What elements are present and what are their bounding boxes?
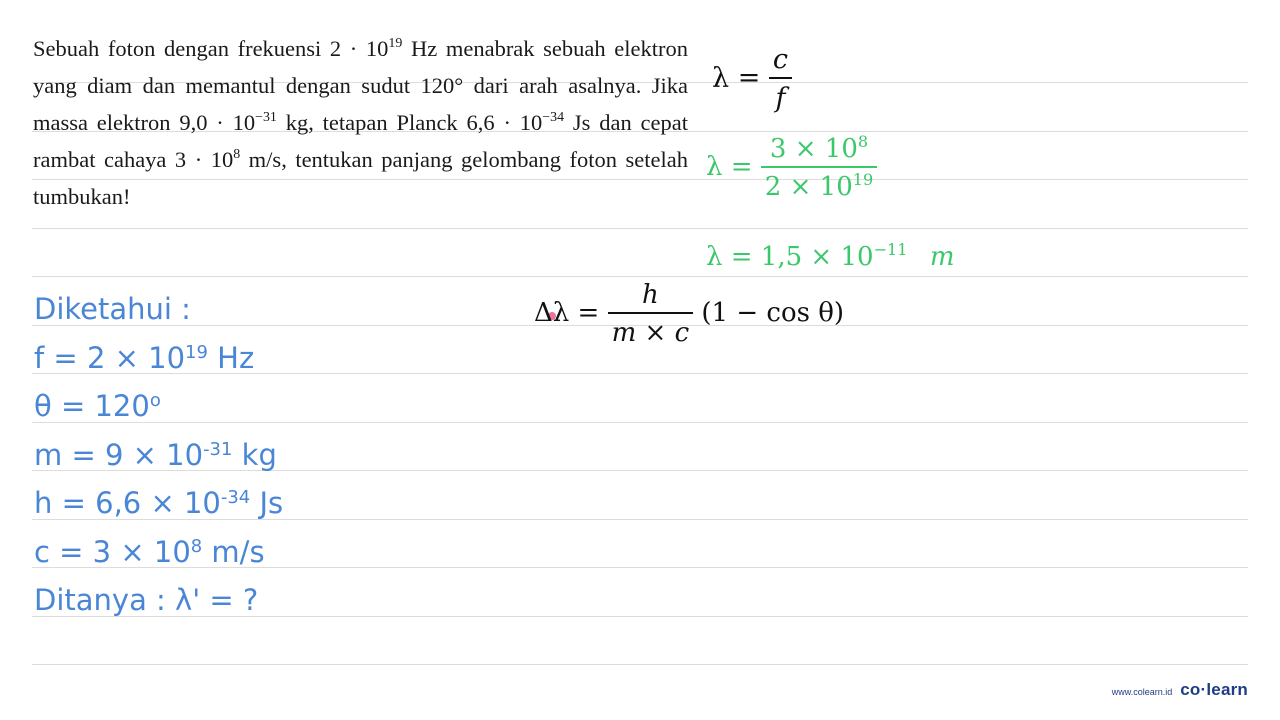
known-exponent: 8 bbox=[190, 536, 203, 558]
result-unit: m bbox=[929, 242, 955, 272]
known-light-speed bbox=[34, 535, 265, 569]
problem-part: m/s, tentukan panjang gelombang foton setelah tumbukan! bbox=[33, 147, 688, 209]
problem-exponent: 19 bbox=[388, 36, 403, 52]
eq-cos-term: (1 − cos θ) bbox=[701, 298, 845, 328]
fraction bbox=[761, 134, 877, 202]
known-unit: kg bbox=[232, 438, 277, 472]
known-frequency bbox=[34, 341, 254, 375]
known-exponent: -34 bbox=[220, 487, 251, 509]
result-text: λ = 1,5 × 10 bbox=[706, 242, 874, 272]
known-planck bbox=[34, 486, 283, 520]
known-angle bbox=[34, 389, 161, 423]
known-unit: Js bbox=[250, 486, 284, 520]
equation-wavelength-substituted bbox=[706, 134, 877, 202]
fraction-denominator: f bbox=[775, 83, 786, 114]
problem-exponent: 8 bbox=[233, 147, 241, 163]
known-text: θ = 120 bbox=[34, 389, 150, 423]
denominator-light-speed: c bbox=[674, 318, 690, 348]
eq-lhs: λ = bbox=[712, 62, 761, 94]
numerator-text: 3 × 10 bbox=[769, 134, 858, 164]
rule-line bbox=[32, 228, 1248, 229]
problem-part: kg, tetapan Planck 6,6 · 10 bbox=[276, 110, 543, 135]
known-exponent: -31 bbox=[203, 439, 233, 461]
fraction-denominator bbox=[761, 168, 877, 202]
denominator-mass: m bbox=[611, 318, 637, 348]
asked-line: Ditanya : λ' = ? bbox=[34, 583, 259, 617]
denominator-operator: × bbox=[636, 318, 675, 348]
equation-wavelength-result bbox=[706, 242, 954, 272]
problem-statement bbox=[33, 30, 688, 215]
brand-url: www.colearn.id bbox=[1111, 687, 1173, 697]
fraction bbox=[769, 44, 792, 114]
known-heading: Diketahui : bbox=[34, 292, 191, 326]
eq-lhs: λ = bbox=[706, 152, 753, 182]
fraction-numerator: h bbox=[641, 280, 659, 310]
fraction-numerator bbox=[761, 134, 877, 166]
known-mass bbox=[34, 438, 277, 472]
problem-exponent: −31 bbox=[255, 110, 277, 126]
problem-part: Hz menabrak sebuah elektron yang diam dan memantul dengan sudut 120° dari arah asalnya. Jika massa elektron 9,0 · 10 bbox=[33, 36, 688, 135]
known-text: m = 9 × 10 bbox=[34, 438, 204, 472]
known-exponent: o bbox=[149, 390, 161, 412]
denominator-text: 2 × 10 bbox=[764, 172, 853, 202]
fraction-denominator bbox=[608, 314, 694, 348]
brand bbox=[1112, 680, 1248, 700]
problem-part: Js dan cepat rambat cahaya 3 · 10 bbox=[33, 110, 688, 172]
equation-wavelength-formula bbox=[712, 44, 792, 114]
known-unit: m/s bbox=[202, 535, 265, 569]
rule-line bbox=[32, 664, 1248, 665]
denominator-exponent: 19 bbox=[852, 170, 874, 190]
known-text: f = 2 × 10 bbox=[34, 341, 186, 375]
problem-exponent: −34 bbox=[542, 110, 565, 126]
result-exponent: −11 bbox=[873, 240, 908, 260]
brand-logo: co·learn bbox=[1180, 680, 1248, 699]
rule-line bbox=[32, 422, 1248, 423]
known-unit: Hz bbox=[207, 341, 255, 375]
fraction bbox=[608, 280, 694, 348]
problem-part: Sebuah foton dengan frekuensi 2 · 10 bbox=[33, 36, 389, 61]
rule-line bbox=[32, 276, 1248, 277]
eq-lhs: Δλ = bbox=[534, 298, 600, 328]
known-exponent: 19 bbox=[185, 342, 208, 364]
known-text: h = 6,6 × 10 bbox=[34, 486, 221, 520]
equation-compton-shift bbox=[534, 280, 844, 348]
numerator-exponent: 8 bbox=[857, 132, 869, 152]
problem-text bbox=[33, 30, 688, 215]
known-text: c = 3 × 10 bbox=[34, 535, 191, 569]
fraction-numerator: c bbox=[772, 44, 789, 75]
